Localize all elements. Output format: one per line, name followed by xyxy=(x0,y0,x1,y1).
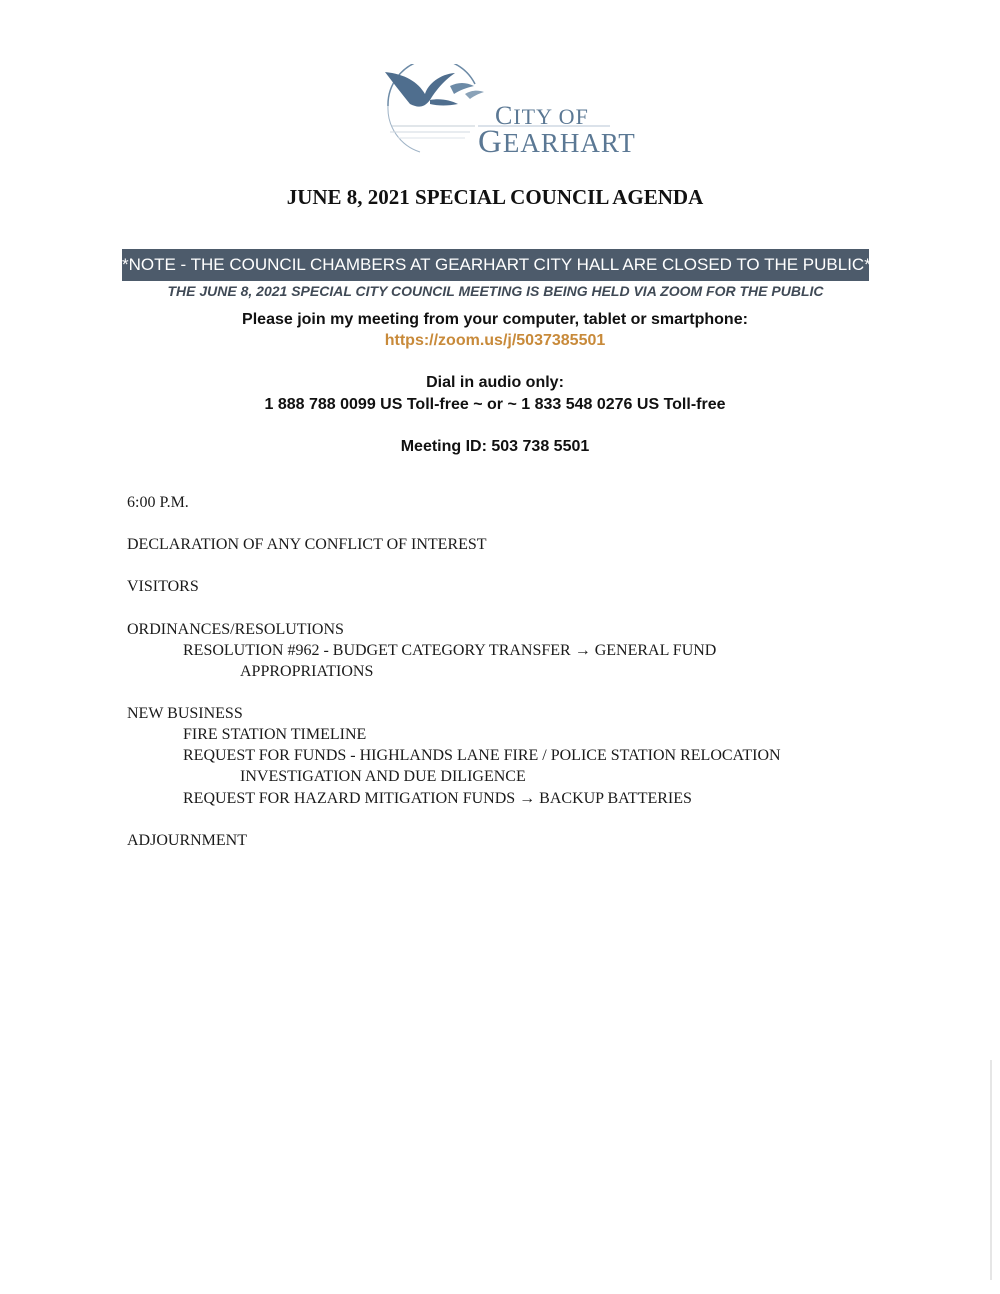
logo-gearhart: GEARHART xyxy=(478,124,636,160)
agenda-subitem-request-funds: REQUEST FOR FUNDS - HIGHLANDS LANE FIRE / POLICE STATION RELOCATION xyxy=(183,747,781,764)
agenda-item-visitors: VISITORS xyxy=(127,578,199,595)
agenda-item-adjournment: ADJOURNMENT xyxy=(127,832,247,849)
agenda-subitem-resolution-cont: APPROPRIATIONS xyxy=(240,663,374,680)
meeting-id: Meeting ID: 503 738 5501 xyxy=(400,438,590,455)
zoom-link[interactable]: https://zoom.us/j/5037385501 xyxy=(384,332,606,349)
agenda-subitem-fire-station: FIRE STATION TIMELINE xyxy=(183,726,367,743)
agenda-item-conflict: DECLARATION OF ANY CONFLICT OF INTEREST xyxy=(127,536,487,553)
logo-city-of: CITY OF xyxy=(495,101,589,130)
agenda-subitem-request-funds-cont: INVESTIGATION AND DUE DILIGENCE xyxy=(240,768,526,785)
zoom-notice: THE JUNE 8, 2021 SPECIAL CITY COUNCIL MEETING IS BEING HELD VIA ZOOM FOR THE PUBLIC xyxy=(167,283,824,299)
zoom-link-row xyxy=(0,332,990,350)
dial-in-numbers: 1 888 788 0099 US Toll-free ~ or ~ 1 833 548 0276 US Toll-free xyxy=(264,396,726,413)
agenda-subitem-resolution: RESOLUTION #962 - BUDGET CATEGORY TRANSFER → GENERAL FUND xyxy=(183,642,717,659)
dial-in-label: Dial in audio only: xyxy=(426,374,564,391)
agenda-subitem-hazard-mitigation: REQUEST FOR HAZARD MITIGATION FUNDS → BACKUP BATTERIES xyxy=(183,790,692,807)
page-title: JUNE 8, 2021 SPECIAL COUNCIL AGENDA xyxy=(286,185,704,209)
closed-notice-banner: *NOTE - THE COUNCIL CHAMBERS AT GEARHART CITY HALL ARE CLOSED TO THE PUBLIC* xyxy=(122,249,869,281)
join-instructions: Please join my meeting from your computer, tablet or smartphone: xyxy=(242,311,748,328)
agenda-section-ordinances: ORDINANCES/RESOLUTIONS xyxy=(127,621,344,638)
agenda-section-new-business: NEW BUSINESS xyxy=(127,705,243,722)
meeting-time: 6:00 P.M. xyxy=(127,494,189,511)
page-edge-divider xyxy=(990,1060,992,1280)
